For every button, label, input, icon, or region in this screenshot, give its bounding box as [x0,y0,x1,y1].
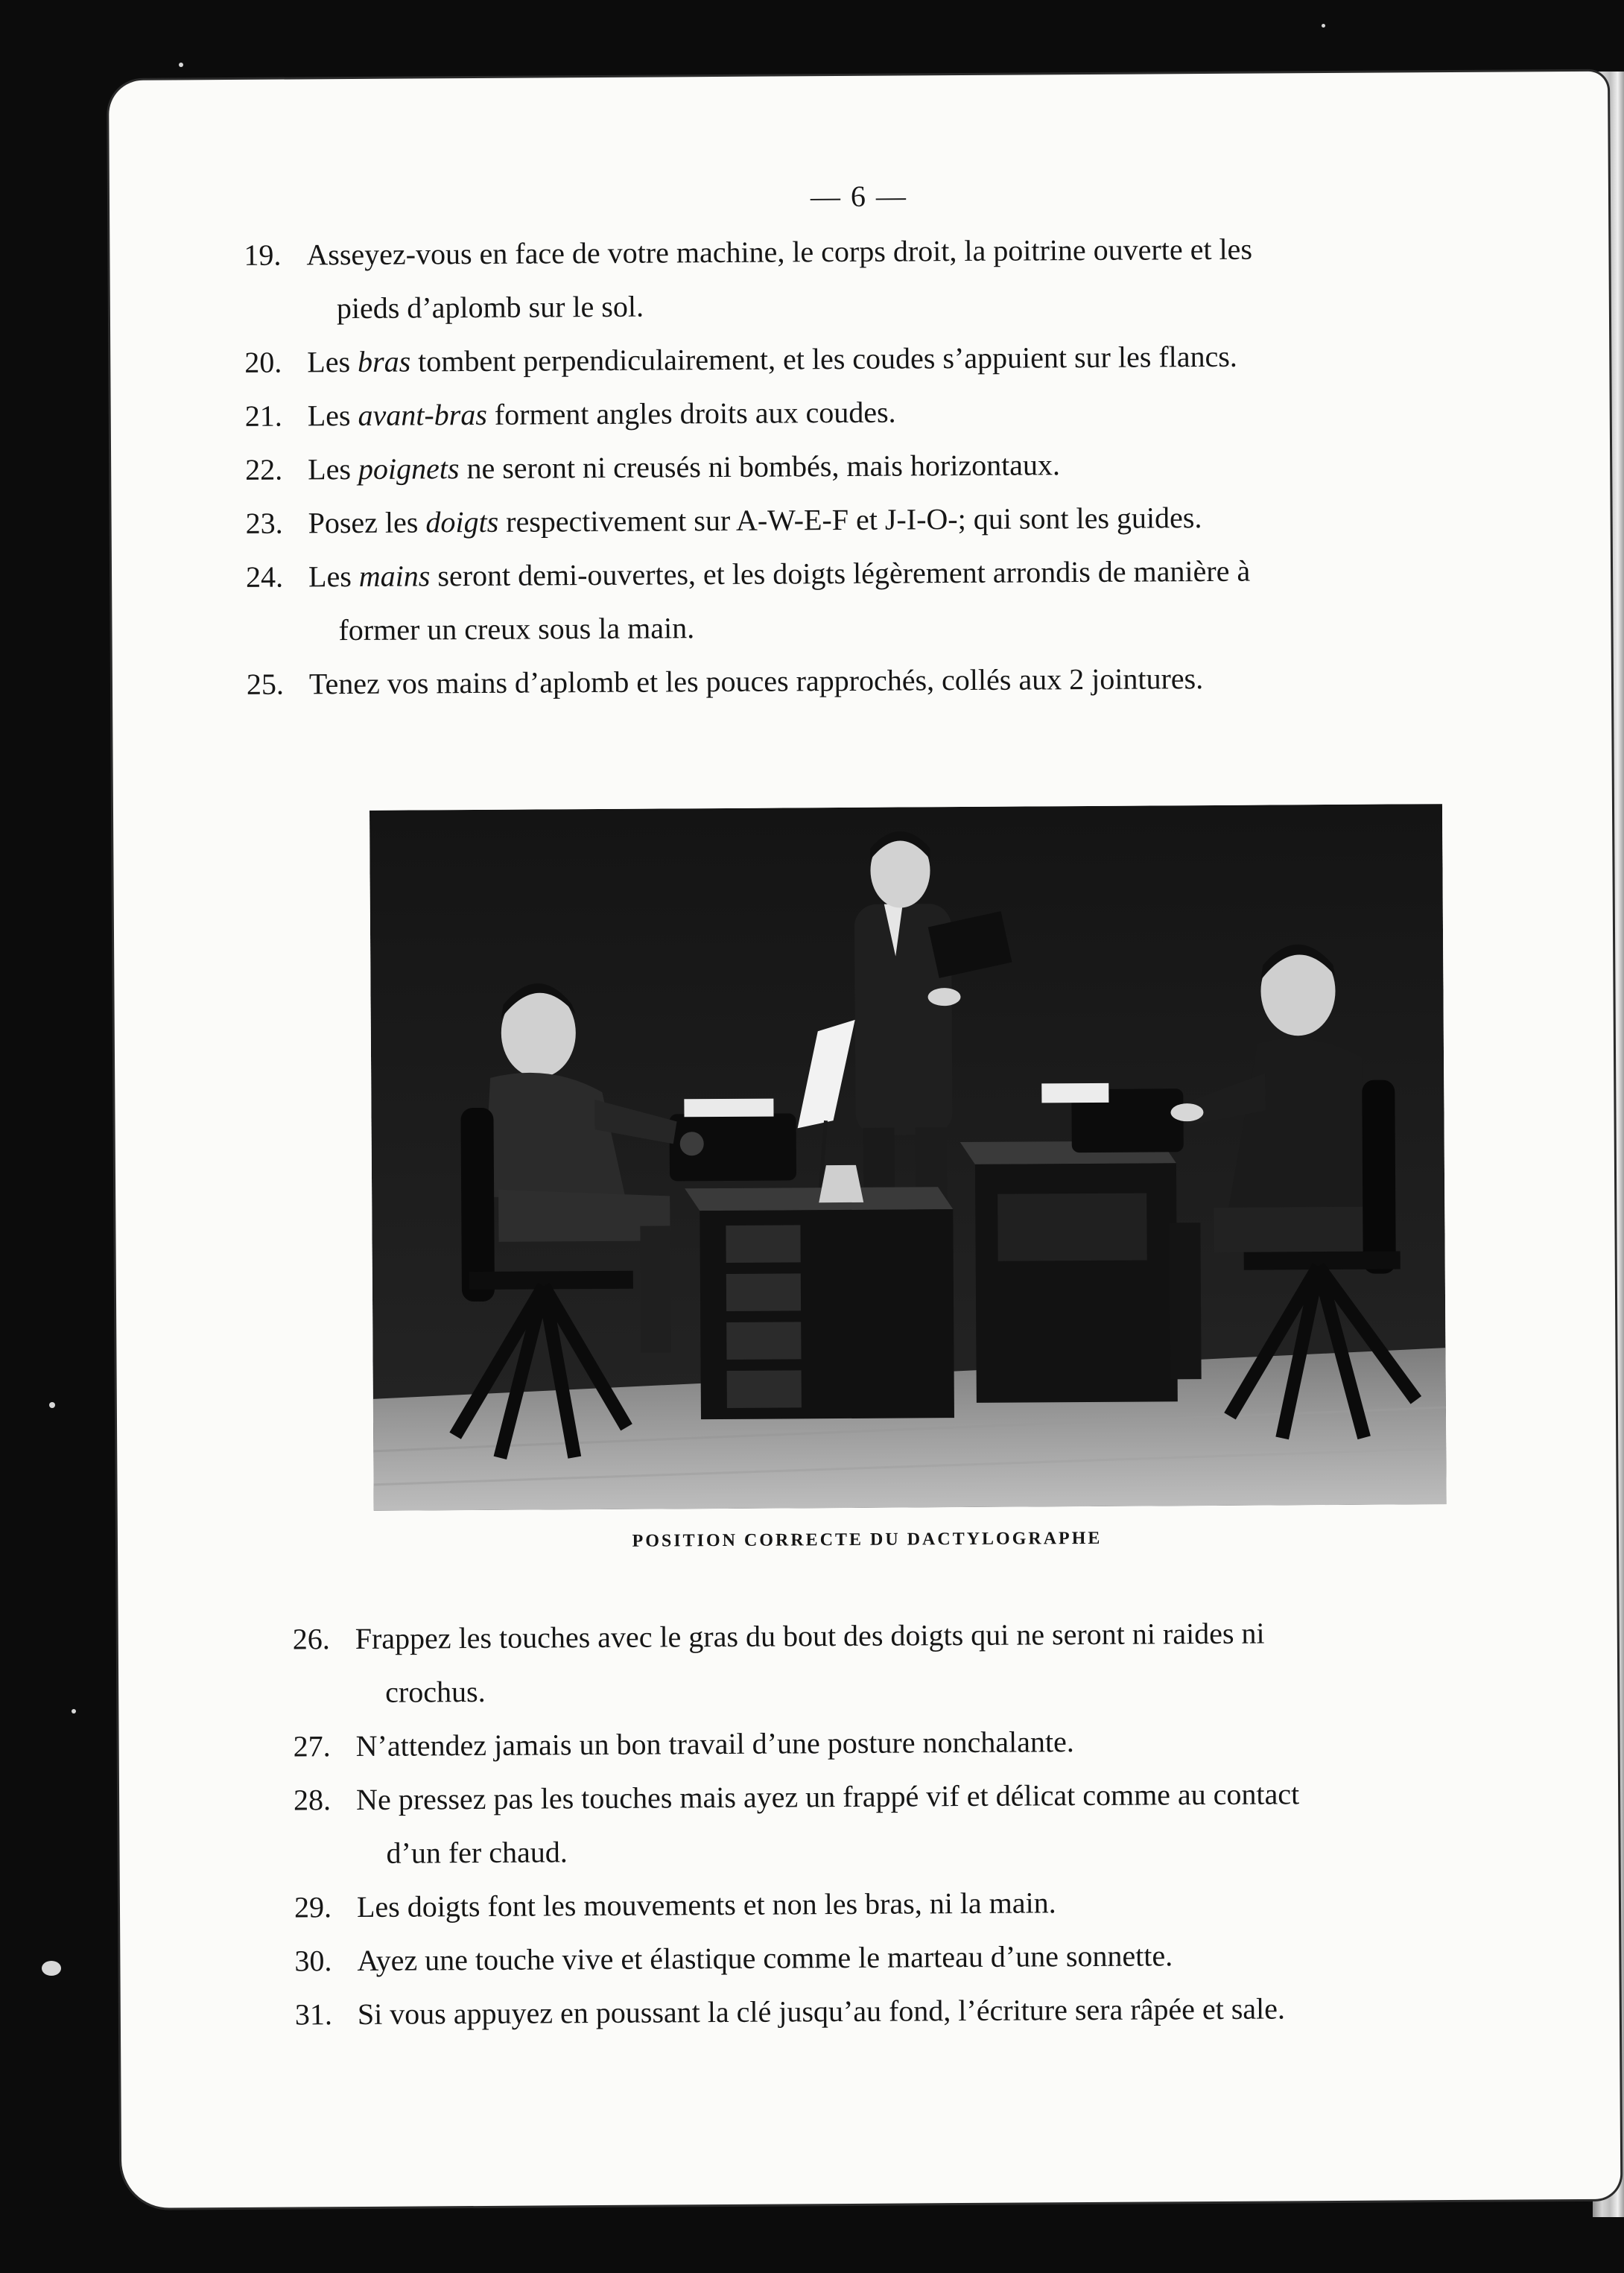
photo-illustration [369,804,1447,1511]
rule-text: Les doigts font les mouvements et non les bras, ni la main. [356,1886,1056,1924]
rule-item [244,221,1555,336]
rule-text: Posez les [308,505,426,540]
rule-number: 31. [294,1997,332,2032]
rule-continuation: pieds d’aplomb sur le sol. [336,289,644,326]
rule-emphasis: poignets [358,451,460,486]
rule-number: 20. [244,345,282,379]
rules-list-top [244,221,1558,711]
rule-continuation: crochus. [385,1674,486,1709]
rule-text: Ayez une touche vive et élastique comme le marteau d’une sonnette. [357,1938,1173,1978]
rule-item [244,328,1555,390]
rule-number: 27. [293,1729,331,1763]
rule-text: Les [308,451,359,486]
scan-speck [49,1402,55,1408]
rule-emphasis: mains [358,559,431,593]
rule-number: 19. [244,238,282,272]
rule-number: 26. [292,1622,330,1656]
rule-item [293,1712,1589,1774]
rule-item [246,542,1558,658]
rule-number: 22. [245,452,283,486]
rule-text: Asseyez-vous en face de votre machine, le corps droit, la poitrine ouverte et les [306,232,1253,272]
rule-number: 23. [245,506,283,540]
rule-item [247,650,1558,711]
rule-text-tail: respectivement sur A-W-E-F et J-I-O-; qui sont les guides. [498,501,1202,539]
rule-text: Les [308,559,359,594]
document-page [109,72,1620,2208]
rule-number: 28. [293,1783,332,1817]
rule-number: 24. [245,559,284,594]
rule-text-tail: forment angles droits aux coudes. [486,395,896,431]
scan-speck [179,63,183,67]
rule-text: Les [307,398,358,433]
rule-number: 21. [244,399,282,433]
scan-speck [1322,24,1325,28]
rule-item [294,1766,1590,1881]
rule-text: N’attendez jamais un bon travail d’une posture nonchalante. [355,1725,1074,1763]
left-desk [685,1164,954,1419]
scan-speck [72,1709,76,1714]
rule-item [245,435,1556,497]
page-number: — 6 — [810,179,908,214]
typing-position-photo [369,804,1447,1511]
rule-text: Les [307,344,358,379]
photo-caption: POSITION CORRECTE DU DACTYLOGRAPHE [632,1528,1103,1551]
rule-continuation: d’un fer chaud. [386,1835,568,1870]
rule-text-tail: ne seront ni creusés ni bombés, mais horizontaux. [459,448,1061,486]
rule-number: 29. [294,1890,332,1924]
rule-emphasis: doigts [425,504,499,539]
right-desk [960,1141,1178,1403]
rule-text: Si vous appuyez en poussant la clé jusqu’au fond, l’écriture sera râpée et sale. [357,1991,1286,2032]
rule-item [294,1873,1590,1935]
rule-item [294,1927,1590,1988]
scan-speck [42,1961,61,1976]
rule-text-tail: seront demi-ouvertes, et les doigts légèrement arrondis de manière à [430,554,1251,593]
rule-text: Frappez les touches avec le gras du bout des doigts qui ne seront ni raides ni [355,1616,1265,1656]
rule-text-tail: tombent perpendiculairement, et les coudes s’appuient sur les flancs. [410,339,1237,378]
rule-text: Ne pressez pas les touches mais ayez un frappé vif et délicat comme au contact [355,1777,1300,1817]
rules-list-bottom [293,1605,1591,2042]
rule-emphasis: bras [357,344,411,378]
rule-item [245,381,1556,443]
rule-item [293,1605,1590,1720]
rule-text: Tenez vos mains d’aplomb et les pouces rapprochés, collés aux 2 jointures. [308,662,1204,701]
rule-continuation: former un creux sous la main. [338,611,695,647]
rule-item [295,1980,1591,2042]
rule-item [245,489,1556,551]
rule-number: 30. [294,1944,332,1978]
rule-number: 25. [246,667,285,701]
rule-emphasis: avant-bras [358,397,487,432]
